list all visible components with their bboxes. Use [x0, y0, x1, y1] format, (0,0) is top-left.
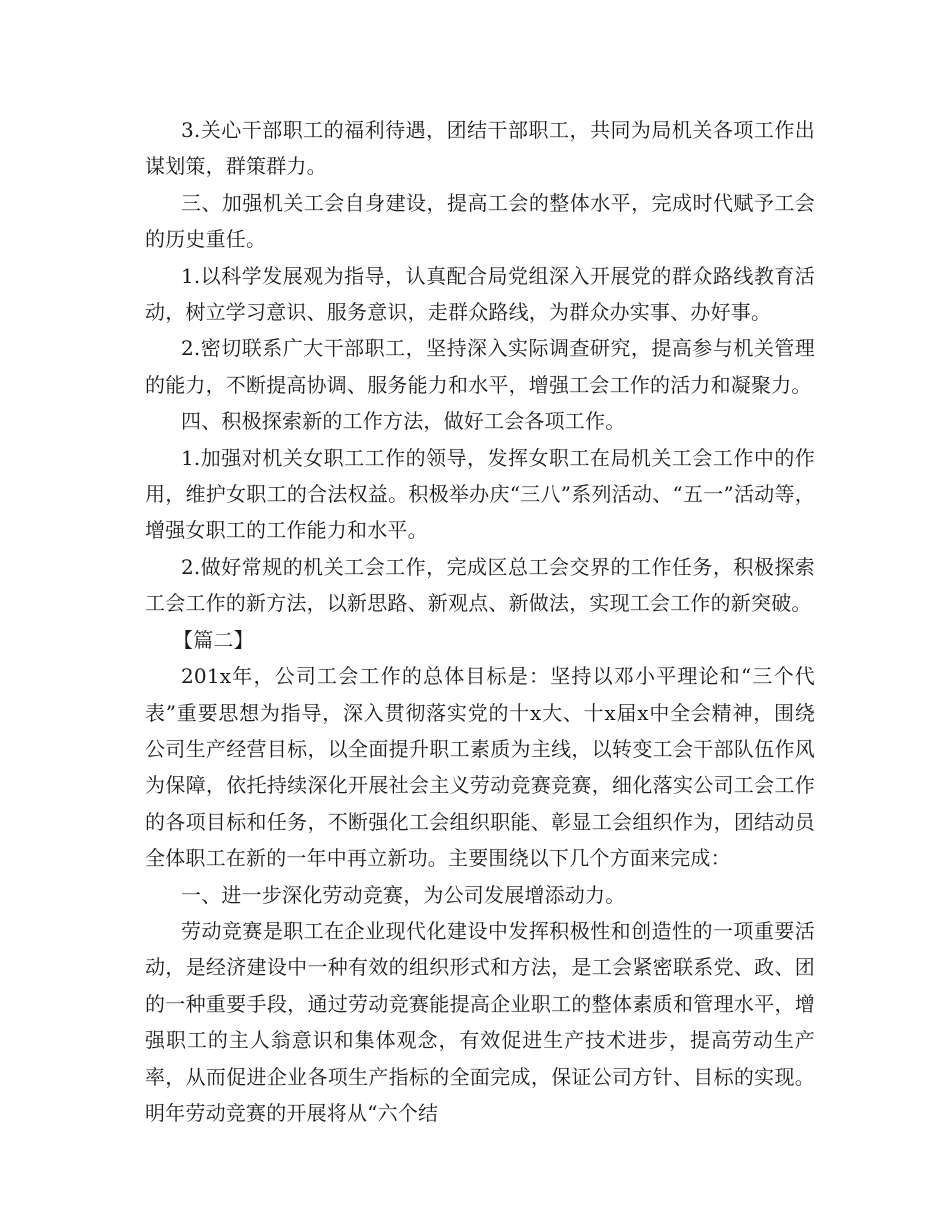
section-heading-4: 四、积极探索新的工作方法，做好工会各项工作。 — [181, 409, 626, 434]
paragraph-item-1-women: 1.加强对机关女职工工作的领导，发挥女职工在局机关工会工作中的作用，维护女职工的合法权益。积极举办庆“三八”系列活动、“五一”活动等，增强女职工的工作能力和水平。 — [145, 445, 815, 543]
paragraph-item-1-science: 1.以科学发展观为指导，认真配合局党组深入开展党的群众路线教育活动，树立学习意识、服务意识，走群众路线，为群众办实事、办好事。 — [145, 263, 815, 325]
paragraph-overall-goal: 201x年，公司工会工作的总体目标是：坚持以邓小平理论和“三个代表”重要思想为指导，深入贯彻落实党的十x大、十x届x中全会精神，围绕公司生产经营目标，以全面提升职工素质为主线，以转变工会干部队伍作风为保障，依托持续深化开展社会主义劳动竞赛竞赛，细化落实公司工会工作的各项目标和任务，不断强化工会组织职能、彰显工会组织作为，团结动员全体职工在新的一年中再立新功。主要围绕以下几个方面来完成： — [145, 664, 815, 871]
paragraph-item-2-routine: 2.做好常规的机关工会工作，完成区总工会交界的工作任务，积极探索工会工作的新方法，以新思路、新观点、新做法，实现工会工作的新突破。 — [145, 554, 815, 616]
document-body — [145, 112, 815, 1131]
section-heading-3: 三、加强机关工会自身建设，提高工会的整体水平，完成时代赋予工会的历史重任。 — [145, 190, 815, 252]
paragraph-labor-competition: 劳动竞赛是职工在企业现代化建设中发挥积极性和创造性的一项重要活动，是经济建设中一种有效的组织形式和方法，是工会紧密联系党、政、团的一种重要手段，通过劳动竞赛能提高企业职工的整体素质和管理水平，增强职工的主人翁意识和集体观念，有效促进生产技术进步，提高劳动生产率，从而促进企业各项生产指标的全面完成，保证公司方针、目标的实现。明年劳动竞赛的开展将从“六个结 — [145, 918, 815, 1125]
part-two-heading: 【篇二】 — [173, 627, 254, 652]
paragraph-item-2-contact: 2.密切联系广大干部职工，坚持深入实际调查研究，提高参与机关管理的能力，不断提高协调、服务能力和水平，增强工会工作的活力和凝聚力。 — [145, 336, 815, 397]
section-heading-1: 一、进一步深化劳动竞赛，为公司发展增添动力。 — [181, 882, 626, 907]
paragraph-item-3-welfare: 3.关心干部职工的福利待遇，团结干部职工，共同为局机关各项工作出谋划策，群策群力。 — [145, 118, 815, 179]
